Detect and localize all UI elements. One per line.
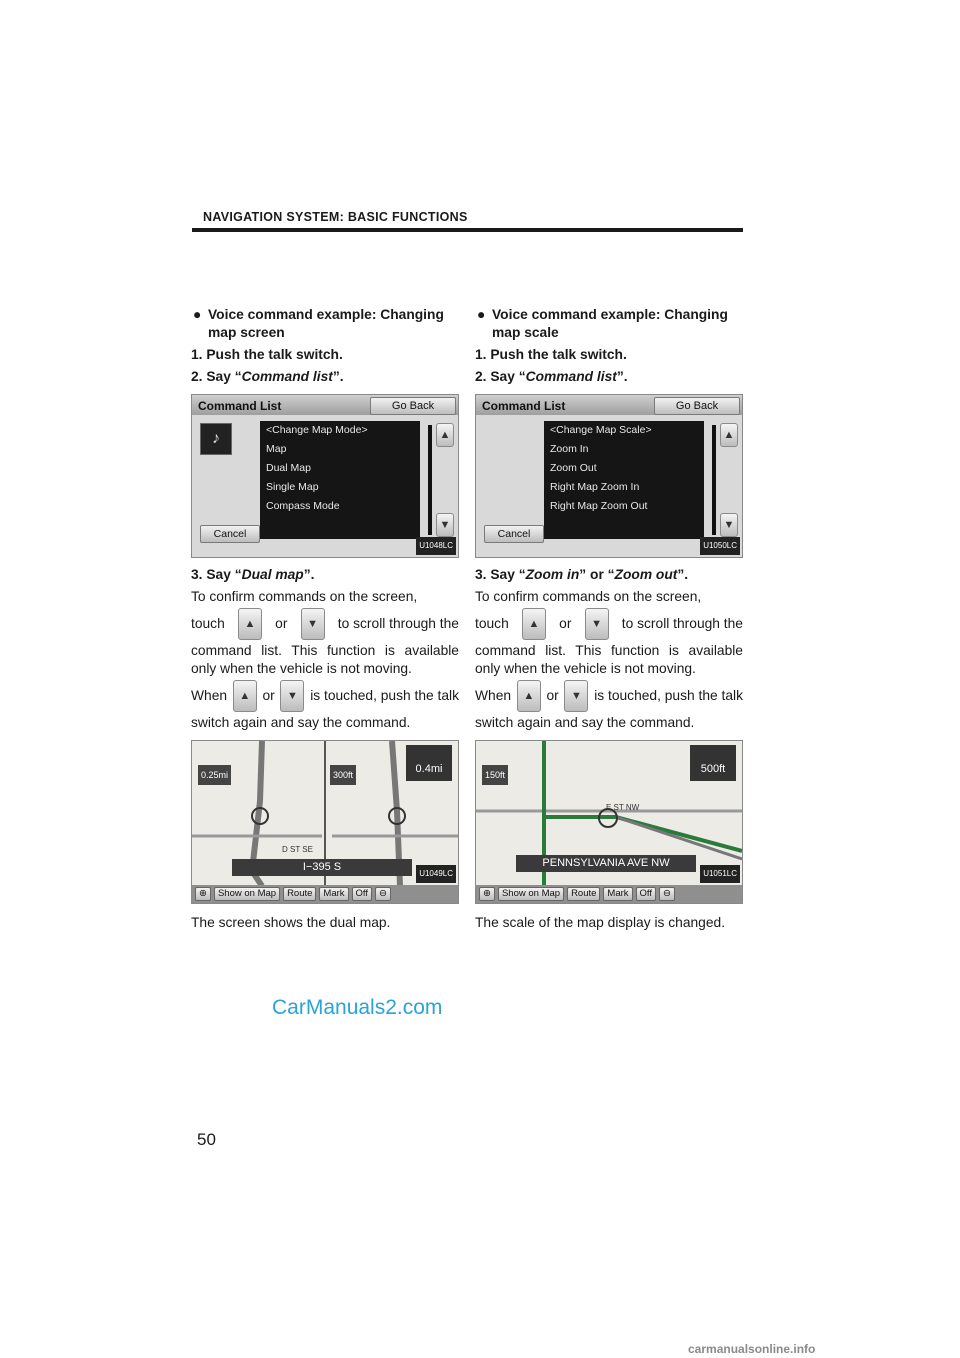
scrollbar-track[interactable] [428, 425, 432, 535]
zoom-in-icon[interactable]: ⊕ [195, 887, 211, 901]
scroll-up-icon: ▲ [238, 608, 262, 640]
scroll-text: to scroll through the [337, 616, 459, 631]
map-caption: The screen shows the dual map. [191, 915, 391, 930]
touch-word: touch [475, 616, 509, 631]
list-item[interactable]: Right Map Zoom In [550, 481, 640, 493]
step-2-prefix: 2. Say “ [191, 369, 242, 384]
touch-line [475, 606, 743, 642]
scroll-up-icon[interactable]: ▲ [720, 423, 738, 447]
when-line [475, 678, 743, 714]
scroll-text: to scroll through the [621, 616, 743, 631]
go-back-button[interactable]: Go Back [654, 397, 740, 415]
off-button[interactable]: Off [352, 887, 373, 901]
list-item: <Change Map Mode> [266, 424, 368, 436]
scroll-down-icon: ▼ [564, 680, 588, 712]
screen-title: Command List [198, 399, 282, 413]
confirm-text-a: To confirm commands on the screen, [475, 589, 702, 604]
step-2 [191, 368, 459, 386]
list-item[interactable]: Zoom Out [550, 462, 597, 474]
or-word: or [262, 688, 275, 703]
go-back-button[interactable]: Go Back [370, 397, 456, 415]
scrollbar-track[interactable] [712, 425, 716, 535]
list-item[interactable]: Compass Mode [266, 500, 340, 512]
step-3 [475, 566, 743, 584]
bullet-heading [475, 306, 743, 342]
screen-title: Command List [482, 399, 566, 413]
bullet-text: Voice command example: Changing map scale [492, 307, 728, 340]
step-3 [191, 566, 459, 584]
command-list-panel [260, 421, 420, 539]
turn-distance: 500ft [690, 745, 736, 781]
touched-text: is touched, push the talk [310, 688, 459, 703]
show-on-map-button[interactable]: Show on Map [214, 887, 280, 901]
current-street: PENNSYLVANIA AVE NW [516, 855, 696, 872]
step-2-suffix: ”. [332, 369, 344, 384]
watermark: CarManuals2.com [272, 996, 443, 1019]
route-button[interactable]: Route [567, 887, 600, 901]
touch-line [191, 606, 459, 642]
dual-map-screenshot [191, 740, 459, 904]
scale-left: 0.25mi [198, 765, 231, 785]
figure-code: U1049LC [416, 865, 456, 883]
step-3-mid: ” or “ [579, 567, 615, 582]
step-2 [475, 368, 743, 386]
map-button-row [192, 885, 458, 903]
step-2-suffix: ”. [616, 369, 628, 384]
route-button[interactable]: Route [283, 887, 316, 901]
again-text: switch again and say the command. [475, 715, 695, 730]
command-list-screenshot [191, 394, 459, 558]
zoom-out-icon[interactable]: ⊖ [375, 887, 391, 901]
scroll-down-icon: ▼ [301, 608, 325, 640]
list-item: <Change Map Scale> [550, 424, 652, 436]
scroll-up-icon[interactable]: ▲ [436, 423, 454, 447]
list-item[interactable]: Dual Map [266, 462, 311, 474]
scale-right: 300ft [330, 765, 356, 785]
command-list-screenshot [475, 394, 743, 558]
scroll-down-icon: ▼ [280, 680, 304, 712]
figure-code: U1048LC [416, 537, 456, 555]
mark-button[interactable]: Mark [603, 887, 632, 901]
figure-code: U1050LC [700, 537, 740, 555]
or-word: or [275, 616, 288, 631]
or-word: or [546, 688, 559, 703]
left-column [191, 306, 459, 932]
scroll-up-icon: ▲ [522, 608, 546, 640]
confirm-text-b: command list. This function is available only when the vehicle is not moving. [191, 643, 459, 676]
step-3-prefix: 3. Say “ [475, 567, 526, 582]
list-item[interactable]: Zoom In [550, 443, 589, 455]
touch-word: touch [191, 616, 225, 631]
screen-title-bar [192, 395, 458, 415]
step-2-prefix: 2. Say “ [475, 369, 526, 384]
cancel-button[interactable]: Cancel [200, 525, 260, 543]
screen-title-bar [476, 395, 742, 415]
scroll-up-icon: ▲ [233, 680, 257, 712]
right-column [475, 306, 743, 932]
list-item[interactable]: Right Map Zoom Out [550, 500, 648, 512]
footer-watermark: carmanualsonline.info [688, 1342, 816, 1356]
map-scale: 150ft [482, 765, 508, 785]
bullet-text: Voice command example: Changing map screen [208, 307, 444, 340]
step-3-suffix: ”. [303, 567, 315, 582]
turn-distance: 0.4mi [406, 745, 452, 781]
current-street: I−395 S [232, 859, 412, 876]
step-3-command: Dual map [241, 567, 304, 582]
confirm-text-a: To confirm commands on the screen, [191, 589, 418, 604]
scroll-down-icon[interactable]: ▼ [436, 513, 454, 537]
header-rule [192, 228, 743, 232]
cancel-button[interactable]: Cancel [484, 525, 544, 543]
bullet-dot-icon: ● [193, 307, 202, 322]
step-1: 1. Push the talk switch. [475, 347, 627, 362]
again-text: switch again and say the command. [191, 715, 411, 730]
touched-text: is touched, push the talk [594, 688, 743, 703]
street-label: D ST SE [282, 845, 313, 854]
scroll-up-icon: ▲ [517, 680, 541, 712]
off-button[interactable]: Off [636, 887, 657, 901]
confirm-text-b: command list. This function is available only when the vehicle is not moving. [475, 643, 743, 676]
when-line [191, 678, 459, 714]
map-button-row [476, 885, 742, 903]
section-header: NAVIGATION SYSTEM: BASIC FUNCTIONS [203, 210, 468, 224]
step-3-command-zoom-out: Zoom out [614, 567, 678, 582]
step-2-command: Command list [241, 369, 333, 384]
step-3-prefix: 3. Say “ [191, 567, 242, 582]
when-word: When [475, 688, 512, 703]
step-2-command: Command list [525, 369, 617, 384]
list-item[interactable]: Single Map [266, 481, 319, 493]
or-word: or [559, 616, 572, 631]
step-3-suffix: ”. [677, 567, 689, 582]
scroll-down-icon: ▼ [585, 608, 609, 640]
zoom-out-icon[interactable]: ⊖ [659, 887, 675, 901]
show-on-map-button[interactable]: Show on Map [498, 887, 564, 901]
step-3-command-zoom-in: Zoom in [525, 567, 580, 582]
voice-icon: ♪ [200, 423, 232, 455]
step-1: 1. Push the talk switch. [191, 347, 343, 362]
mark-button[interactable]: Mark [319, 887, 348, 901]
page-number: 50 [197, 1130, 216, 1149]
figure-code: U1051LC [700, 865, 740, 883]
list-item[interactable]: Map [266, 443, 287, 455]
when-word: When [191, 688, 228, 703]
scroll-down-icon[interactable]: ▼ [720, 513, 738, 537]
zoom-in-icon[interactable]: ⊕ [479, 887, 495, 901]
street-label: E ST NW [606, 803, 640, 812]
command-list-panel [544, 421, 704, 539]
zoomed-map-screenshot [475, 740, 743, 904]
map-caption: The scale of the map display is changed. [475, 915, 726, 930]
bullet-heading [191, 306, 459, 342]
bullet-dot-icon: ● [477, 307, 486, 322]
